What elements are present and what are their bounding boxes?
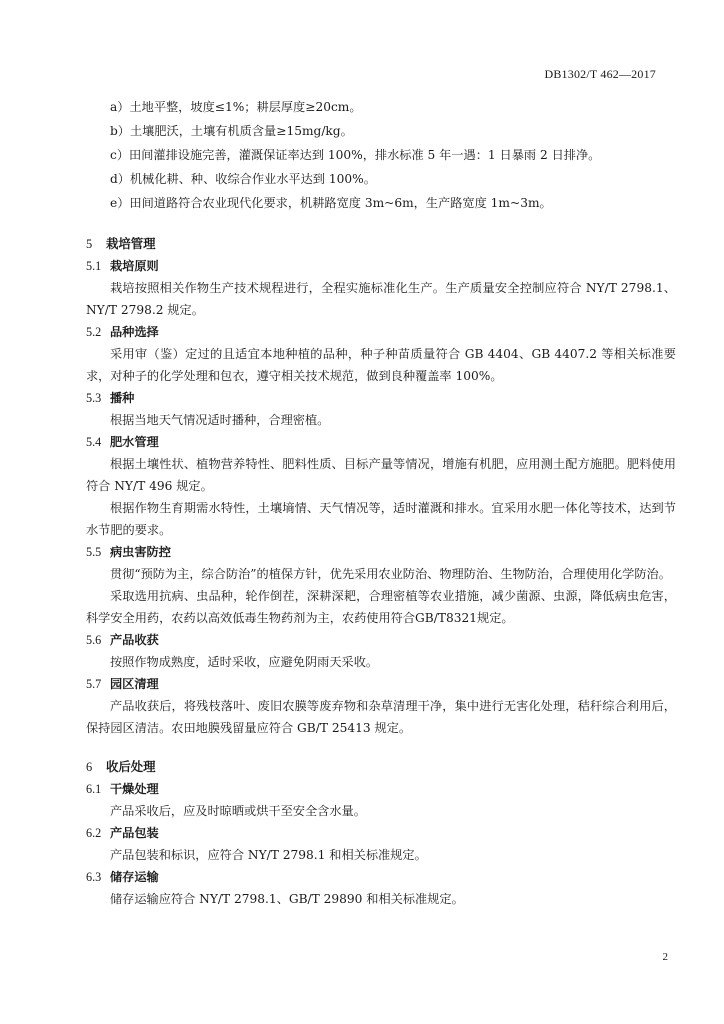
subsection-number: 6.3	[86, 870, 102, 884]
section-5	[86, 236, 676, 739]
section-title: 收后处理	[106, 759, 156, 774]
subsection-number: 5.2	[86, 325, 102, 339]
paragraph: 根据作物生育期需水特性，土壤墒情、天气情况等，适时灌溉和排水。宜采用水肥一体化等技术，达到节水节肥的要求。	[86, 501, 676, 537]
page-number: 2	[662, 951, 668, 963]
subsection-title: 产品收获	[110, 633, 159, 647]
subsection-number: 5.7	[86, 677, 102, 691]
subsection-number: 5.1	[86, 259, 102, 273]
subsection-heading	[86, 676, 676, 692]
list-item: e）田间道路符合农业现代化要求，机耕路宽度 3m~6m，生产路宽度 1m~3m。	[110, 196, 552, 210]
subsection-title: 产品包装	[110, 826, 159, 840]
subsection-title: 园区清理	[110, 677, 159, 691]
subsection-number: 6.2	[86, 826, 102, 840]
list-item: b）土壤肥沃，土壤有机质含量≥15mg/kg。	[110, 124, 353, 138]
subsection-heading	[86, 390, 676, 406]
paragraph: 产品包装和标识，应符合 NY/T 2798.1 和相关标准规定。	[110, 848, 427, 862]
paragraph: 采取选用抗病、虫品种，轮作倒茬，深耕深耙，合理密植等农业措施，减少菌源、虫源，降低病虫危害，科学安全用药，农药以高效低毒生物药剂为主，农药使用符合GB/T8321规定。	[86, 589, 676, 625]
subsection-number: 5.3	[86, 391, 102, 405]
subsection-title: 栽培原则	[110, 259, 159, 273]
subsection-heading	[86, 258, 676, 274]
subsection-heading	[86, 825, 676, 841]
subsection-heading	[86, 781, 676, 797]
list-item: c）田间灌排设施完善，灌溉保证率达到 100%，排水标准 5 年一遇：1 日暴雨 2 日排净。	[110, 148, 601, 162]
document-code: DB1302/T 462—2017	[544, 67, 656, 81]
paragraph: 采用审（鉴）定过的且适宜本地种植的品种，种子种苗质量符合 GB 4404、GB 4407.2 等相关标准要求，对种子的化学处理和包衣，遵守相关技术规范，做到良种覆盖率 100%。	[86, 347, 676, 383]
section-title: 栽培管理	[106, 236, 156, 251]
paragraph: 产品采收后，应及时晾晒或烘干至安全含水量。	[110, 804, 366, 818]
section-heading	[86, 759, 676, 775]
section-heading	[86, 236, 676, 252]
subsection-number: 6.1	[86, 782, 102, 796]
subsection-heading	[86, 869, 676, 885]
subsection-title: 播种	[110, 391, 135, 405]
subsection-title: 品种选择	[110, 325, 159, 339]
document-body	[86, 99, 676, 913]
subsection-heading	[86, 434, 676, 450]
paragraph: 产品收获后，将残枝落叶、废旧农膜等废弃物和杂草清理干净，集中进行无害化处理，秸秆综合利用后，保持园区清洁。农田地膜残留量应符合 GB/T 25413 规定。	[86, 699, 676, 735]
subsection-title: 干燥处理	[110, 782, 159, 796]
subsection-title: 病虫害防控	[110, 545, 171, 559]
paragraph: 根据当地天气情况适时播种，合理密植。	[110, 413, 330, 427]
paragraph: 根据土壤性状、植物营养特性、肥料性质、目标产量等情况，增施有机肥，应用测土配方施肥。肥料使用符合 NY/T 496 规定。	[86, 457, 676, 493]
subsection-title: 储存运输	[110, 870, 159, 884]
list-item: d）机械化耕、种、收综合作业水平达到 100%。	[110, 172, 376, 186]
section-6	[86, 759, 676, 910]
section-number: 5	[86, 237, 93, 251]
paragraph: 储存运输应符合 NY/T 2798.1、GB/T 29890 和相关标准规定。	[110, 892, 464, 906]
subsection-heading	[86, 632, 676, 648]
paragraph: 按照作物成熟度，适时采收，应避免阴雨天采收。	[110, 655, 379, 669]
subsection-heading	[86, 544, 676, 560]
subsection-number: 5.4	[86, 435, 102, 449]
list-item: a）土地平整，坡度≤1%；耕层厚度≥20cm。	[110, 100, 362, 114]
paragraph: 栽培按照相关作物生产技术规程进行，全程实施标准化生产。生产质量安全控制应符合 NY/T 2798.1、NY/T 2798.2 规定。	[86, 281, 676, 317]
subsection-number: 5.5	[86, 545, 102, 559]
subsection-title: 肥水管理	[110, 435, 159, 449]
paragraph: 贯彻“预防为主，综合防治”的植保方针，优先采用农业防治、物理防治、生物防治，合理使用化学防治。	[110, 567, 671, 581]
subsection-heading	[86, 324, 676, 340]
section-number: 6	[86, 760, 93, 774]
requirements-list	[86, 99, 676, 211]
subsection-number: 5.6	[86, 633, 102, 647]
